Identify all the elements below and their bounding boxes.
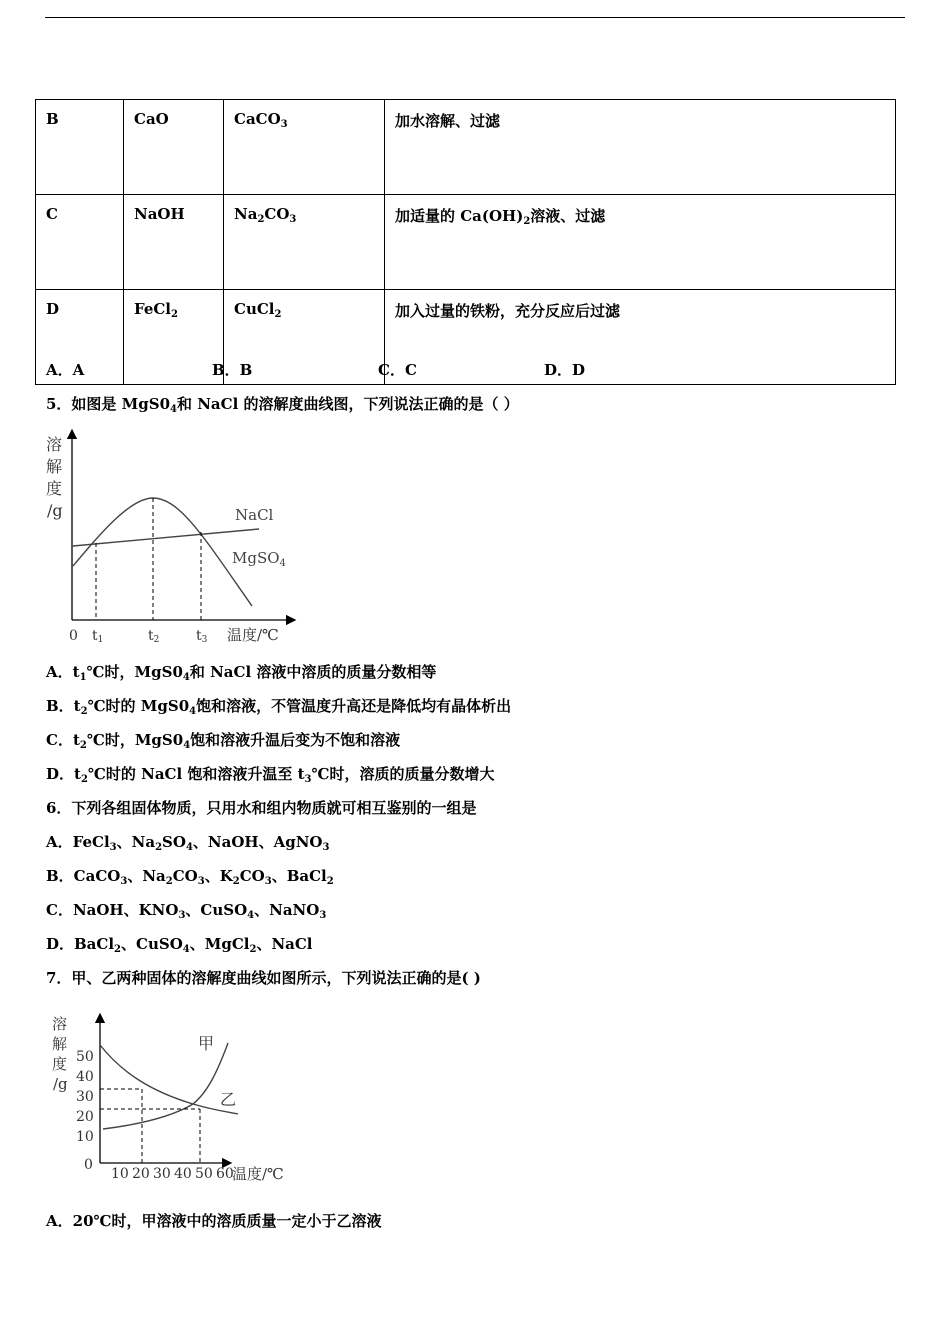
q5-stem: 5．如图是 $MgS0_4$和 NaCl 的溶解度曲线图，下列说法正确的是（ ）	[46, 395, 519, 415]
x-tick-label: 40	[174, 1166, 192, 1182]
options-table	[35, 99, 896, 385]
origin-label: 0	[84, 1157, 93, 1173]
y-tick-label: 50	[76, 1049, 94, 1065]
answer-option[interactable]: B．B	[212, 361, 253, 379]
q6-option-a[interactable]: A．FeCl$_3$、$Na_2SO_4$、NaOH、AgNO$_3$	[46, 833, 330, 853]
y-axis-label: 溶解度/g	[52, 1015, 68, 1093]
q6-stem: 6．下列各组固体物质，只用水和组内物质就可相互鉴别的一组是	[46, 799, 477, 817]
header-rule	[45, 17, 905, 18]
mgso4-curve	[73, 498, 252, 606]
q5-option-d[interactable]: D．$t_2℃$时的 NaCl 饱和溶液升温至 $t_3℃$时，溶质的质量分数增大	[46, 765, 495, 785]
impurity-cell: $Na_2CO_3$	[224, 195, 385, 290]
method-cell: 加水溶解、过滤	[385, 100, 896, 195]
y-axis-label: 溶解度/g	[46, 435, 63, 520]
q5-option-c[interactable]: C．$t_2℃$时，$MgS0_4$饱和溶液升温后变为不饱和溶液	[46, 731, 401, 751]
q4-answer-options	[46, 359, 710, 380]
jia-curve	[103, 1043, 228, 1129]
answer-option[interactable]: D．D	[544, 361, 586, 379]
x-tick-label: 10	[111, 1166, 129, 1182]
q6-option-c[interactable]: C．NaOH、$KNO_3$、CuSO$_4$、NaNO$_3$	[46, 901, 327, 921]
substance-cell: FeCl$_2$	[124, 290, 224, 385]
q7-solubility-graph	[48, 1008, 298, 1188]
y-tick-labels	[76, 1049, 94, 1145]
tick-label: t2	[148, 628, 160, 645]
q7-option-a[interactable]: A．20℃时，甲溶液中的溶质质量一定小于乙溶液	[46, 1212, 382, 1230]
method-cell: 加适量的 $Ca(OH)_2$溶液、过滤	[385, 195, 896, 290]
nacl-label: NaCl	[235, 506, 274, 524]
row-letter: C	[36, 195, 124, 290]
answer-option[interactable]: A．A	[46, 361, 85, 379]
q5-option-a[interactable]: A．$t_1℃$时，$MgS0_4$和 NaCl 溶液中溶质的质量分数相等	[46, 663, 437, 683]
origin-label: 0	[69, 628, 78, 644]
answer-option[interactable]: C．C	[378, 361, 417, 379]
row-letter: D	[36, 290, 124, 385]
jia-label: 甲	[198, 1034, 215, 1053]
x-tick-labels	[111, 1166, 234, 1182]
x-tick-label: 20	[132, 1166, 150, 1182]
y-tick-label: 30	[76, 1089, 94, 1105]
q5-solubility-graph	[40, 424, 300, 648]
substance-cell: NaOH	[124, 195, 224, 290]
tick-label: t3	[196, 628, 208, 645]
q6-option-b[interactable]: B．CaCO$_3$、$Na_2CO_3$、$K_2CO_3$、BaCl$_2$	[46, 867, 334, 887]
yi-label: 乙	[220, 1090, 237, 1109]
yi-curve	[100, 1045, 238, 1114]
x-tick-label: 30	[153, 1166, 171, 1182]
q6-option-d[interactable]: D．BaCl$_2$、CuSO$_4$、MgCl$_2$、NaCl	[46, 935, 313, 955]
x-axis-label: 温度/℃	[227, 626, 279, 644]
y-tick-label: 20	[76, 1109, 94, 1125]
y-tick-label: 10	[76, 1129, 94, 1145]
q7-stem: 7．甲、乙两种固体的溶解度曲线如图所示，下列说法正确的是( )	[46, 969, 481, 987]
impurity-cell: CuCl$_2$	[224, 290, 385, 385]
table-row	[36, 100, 896, 195]
q5-option-b[interactable]: B．$t_2℃$时的 $MgS0_4$饱和溶液，不管温度升高还是降低均有晶体析出	[46, 697, 512, 717]
method-cell: 加入过量的铁粉，充分反应后过滤	[385, 290, 896, 385]
x-tick-label: 50	[195, 1166, 213, 1182]
row-letter: B	[36, 100, 124, 195]
mgso4-label: MgSO$_4$	[232, 549, 286, 569]
substance-cell: CaO	[124, 100, 224, 195]
x-axis-label: 温度/℃	[232, 1165, 284, 1183]
tick-label: t1	[92, 628, 104, 645]
table-row	[36, 195, 896, 290]
nacl-line	[73, 529, 259, 546]
x-tick-label: 60	[216, 1166, 234, 1182]
impurity-cell: CaCO$_3$	[224, 100, 385, 195]
y-tick-label: 40	[76, 1069, 94, 1085]
